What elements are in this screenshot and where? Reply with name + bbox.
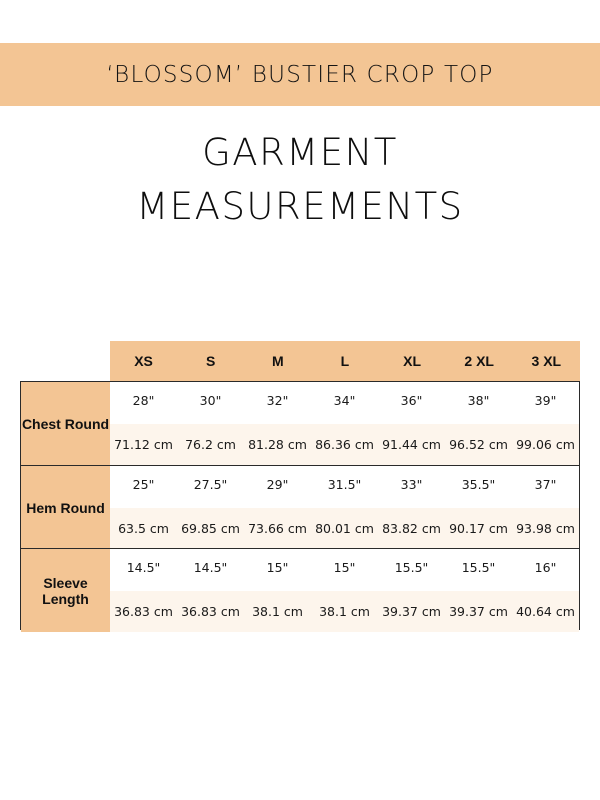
table-cell: 15" bbox=[266, 560, 289, 576]
table-cell: 73.66 cm bbox=[248, 520, 307, 536]
table-cell: 37" bbox=[534, 477, 557, 493]
table-cell: 38.1 cm bbox=[319, 603, 370, 619]
table-cell: 63.5 cm bbox=[118, 520, 169, 536]
row-label: Chest Round bbox=[21, 382, 110, 465]
heading-line-1: GARMENT bbox=[202, 131, 398, 174]
measurement-values bbox=[110, 382, 579, 465]
table-cell: 38" bbox=[467, 393, 490, 409]
inch-row bbox=[110, 382, 579, 424]
table-cell: 36.83 cm bbox=[181, 603, 240, 619]
measurement-group-chest-round bbox=[21, 382, 579, 465]
heading-line-2: MEASUREMENTS bbox=[136, 185, 464, 228]
table-cell: 99.06 cm bbox=[516, 436, 575, 452]
table-cell: 93.98 cm bbox=[516, 520, 575, 536]
table-cell: 86.36 cm bbox=[315, 436, 374, 452]
table-cell: 80.01 cm bbox=[315, 520, 374, 536]
table-cell: 15.5" bbox=[394, 560, 429, 576]
table-cell: 30" bbox=[199, 393, 222, 409]
table-cell: 71.12 cm bbox=[114, 436, 173, 452]
table-cell: 39.37 cm bbox=[449, 603, 508, 619]
table-cell: 40.64 cm bbox=[516, 603, 575, 619]
size-header-s: S bbox=[206, 353, 216, 369]
table-cell: 28" bbox=[132, 393, 155, 409]
size-header-xl: XL bbox=[403, 353, 421, 369]
measurement-values bbox=[110, 549, 579, 632]
table-cell: 81.28 cm bbox=[248, 436, 307, 452]
table-cell: 90.17 cm bbox=[449, 520, 508, 536]
table-cell: 91.44 cm bbox=[382, 436, 441, 452]
size-header-xs: XS bbox=[134, 353, 153, 369]
size-header-3xl: 3 XL bbox=[531, 353, 562, 369]
table-cell: 83.82 cm bbox=[382, 520, 441, 536]
size-header-row bbox=[110, 341, 580, 381]
table-cell: 14.5" bbox=[193, 560, 228, 576]
table-cell: 96.52 cm bbox=[449, 436, 508, 452]
table-cell: 25" bbox=[132, 477, 155, 493]
row-label: Sleeve Length bbox=[21, 549, 110, 632]
row-label: Hem Round bbox=[21, 466, 110, 549]
cm-row bbox=[110, 508, 579, 550]
table-cell: 35.5" bbox=[461, 477, 496, 493]
measurement-group-sleeve-length bbox=[21, 548, 579, 632]
table-cell: 15" bbox=[333, 560, 356, 576]
table-cell: 16" bbox=[534, 560, 557, 576]
measurement-values bbox=[110, 466, 579, 549]
table-cell: 31.5" bbox=[327, 477, 362, 493]
table-cell: 36" bbox=[400, 393, 423, 409]
size-header-2xl: 2 XL bbox=[464, 353, 494, 369]
table-cell: 76.2 cm bbox=[185, 436, 236, 452]
table-cell: 38.1 cm bbox=[252, 603, 303, 619]
table-cell: 32" bbox=[266, 393, 289, 409]
page-heading bbox=[0, 126, 600, 234]
table-cell: 36.83 cm bbox=[114, 603, 173, 619]
table-cell: 14.5" bbox=[126, 560, 161, 576]
measurement-table bbox=[20, 381, 580, 630]
product-title: ‘BLOSSOM’ BUSTIER CROP TOP bbox=[106, 61, 494, 88]
table-cell: 39" bbox=[534, 393, 557, 409]
table-cell: 39.37 cm bbox=[382, 603, 441, 619]
size-header-l: L bbox=[340, 353, 350, 369]
cm-row bbox=[110, 591, 579, 633]
table-cell: 27.5" bbox=[193, 477, 228, 493]
table-cell: 29" bbox=[266, 477, 289, 493]
size-header-m: M bbox=[271, 353, 284, 369]
measurement-group-hem-round bbox=[21, 465, 579, 549]
table-cell: 15.5" bbox=[461, 560, 496, 576]
cm-row bbox=[110, 424, 579, 466]
table-cell: 33" bbox=[400, 477, 423, 493]
inch-row bbox=[110, 549, 579, 591]
table-cell: 69.85 cm bbox=[181, 520, 240, 536]
table-cell: 34" bbox=[333, 393, 356, 409]
title-banner bbox=[0, 43, 600, 106]
inch-row bbox=[110, 466, 579, 508]
